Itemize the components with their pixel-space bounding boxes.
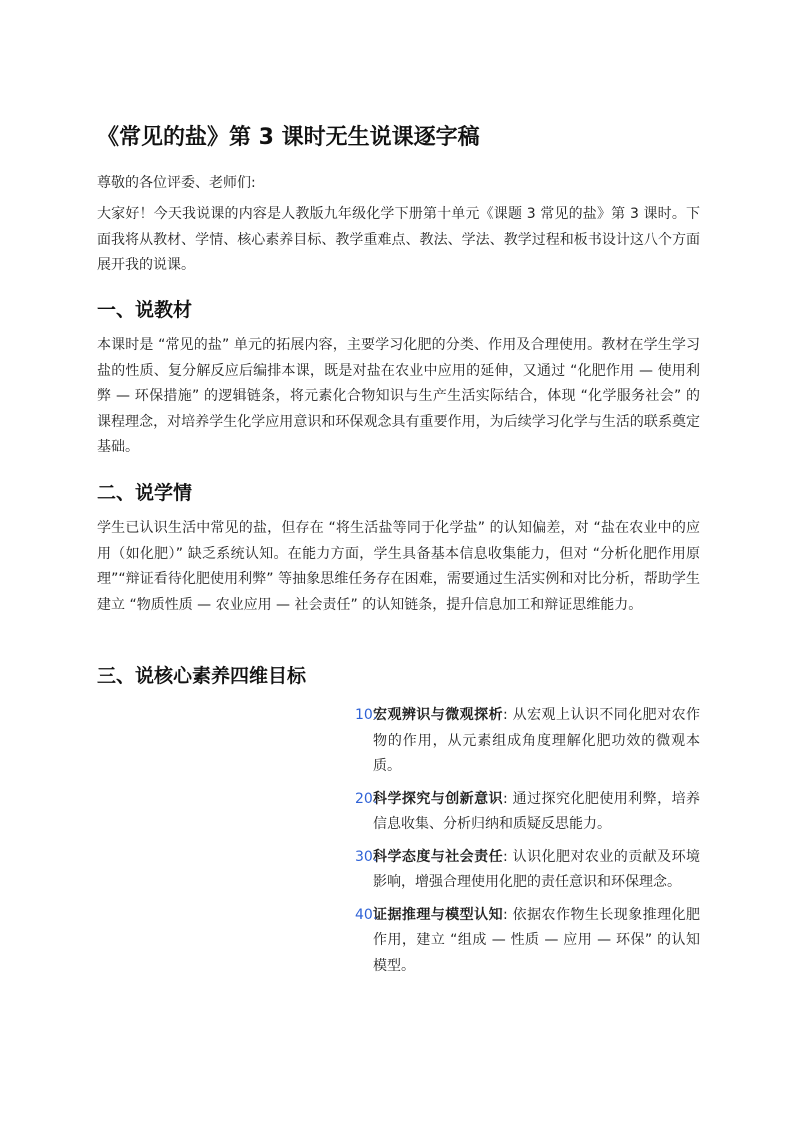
goal-separator: : [503,707,513,723]
greeting-paragraph: 尊敬的各位评委、老师们: [97,175,256,191]
goal-number: 40. [355,906,378,923]
textbook-paragraph: 本课时是 “常见的盐” 单元的拓展内容，主要学习化肥的分类、作用及合理使用。教材在学生学习盐的性质、复分解反应后编排本课，既是对盐在农业中应用的延伸，又通过 “化肥作用 — 使用利弊 — 环保措施” 的逻辑链条，将元素化合物知识与生产生活实际结合，体现 “化学服务社会” 的课程理念，对培养学生化学应用意识和环保观念具有重要作用，为后续学习化学与生活的联系奠定基础。 [97,337,700,455]
goal-item-4 [356,903,700,980]
goal-number: 20. [355,790,378,807]
goal-number: 10. [355,707,378,723]
goal-item-1 [356,703,700,780]
document-title: 《常见的盐》第 3 课时无生说课逐字稿 [97,125,480,150]
goal-number: 30. [355,848,378,865]
goal-text: 依据农作物生长现象推理化肥作用，建立 “组成 — 性质 — 应用 — 环保” 的认知模型。 [373,906,701,974]
goals-list [356,703,700,986]
goal-body [373,703,700,780]
goal-term: 科学态度与社会责任 [373,848,504,865]
goal-text: 认识化肥对农业的贡献及环境影响，增强合理使用化肥的责任意识和环保理念。 [373,848,701,890]
goal-item-2 [356,787,700,838]
goal-term: 科学探究与创新意识 [373,790,504,807]
section-heading-students: 二、说学情 [97,482,193,504]
goal-separator: : [503,906,513,923]
goal-text: 通过探究化肥使用利弊，培养信息收集、分析归纳和质疑反思能力。 [373,790,701,832]
goal-term: 宏观辨识与微观探析 [373,707,504,723]
goal-text: 从宏观上认识不同化肥对农作物的作用，从元素组成角度理解化肥功效的微观本质。 [373,707,701,774]
section-heading-textbook: 一、说教材 [97,299,193,321]
goal-item-3 [356,845,700,896]
students-paragraph: 学生已认识生活中常见的盐，但存在 “将生活盐等同于化学盐” 的认知偏差，对 “盐在农业中的应用（如化肥）” 缺乏系统认知。在能力方面，学生具备基本信息收集能力，但对 “分析化肥作用原理”“辩证看待化肥使用利弊” 等抽象思维任务存在困难，需要通过生活实例和对比分析，帮助学生建立 “物质性质 — 农业应用 — 社会责任” 的认知链条，提升信息加工和辩证思维能力。 [97,520,700,613]
goal-body [373,845,700,896]
goal-term: 证据推理与模型认知 [373,906,504,923]
goal-separator: : [503,790,513,807]
goal-separator: : [503,848,513,865]
section-heading-goals: 三、说核心素养四维目标 [97,665,307,687]
goal-body [373,903,700,980]
goal-body [373,787,700,838]
intro-paragraph: 大家好！今天我说课的内容是人教版九年级化学下册第十单元《课题 3 常见的盐》第 3 课时。下面我将从教材、学情、核心素养目标、教学重难点、教法、学法、教学过程和板书设计这八个方面展开我的说课。 [97,206,700,273]
